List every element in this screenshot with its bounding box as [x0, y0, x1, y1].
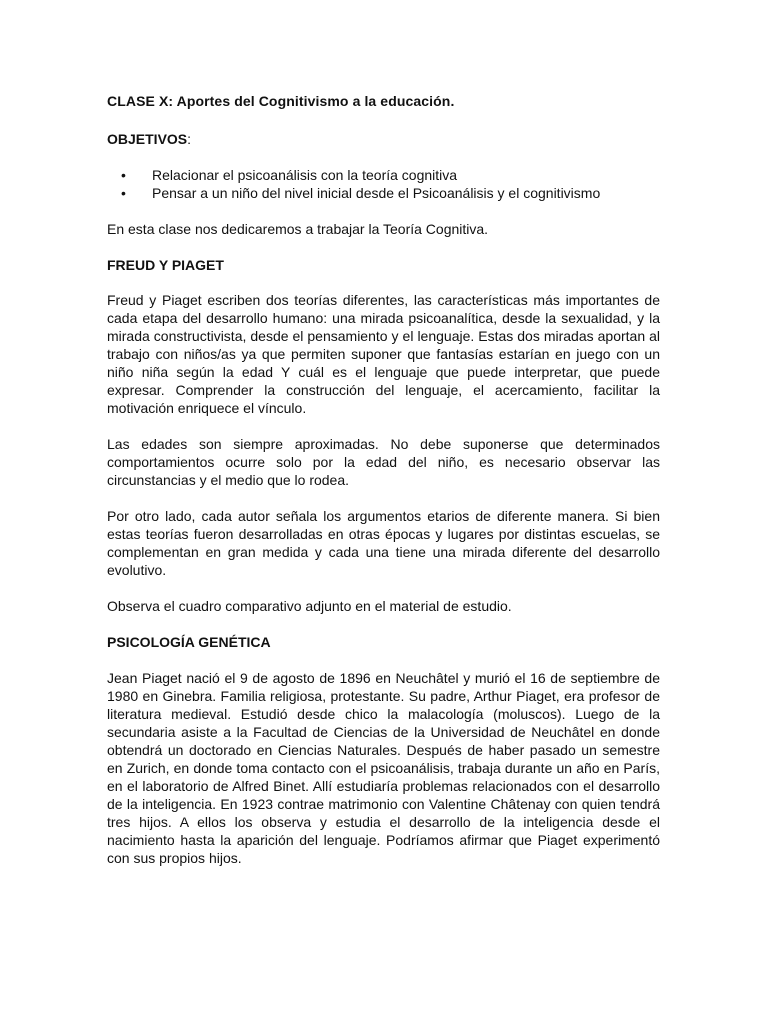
spacer	[107, 579, 660, 597]
objective-text: Relacionar el psicoanálisis con la teoría cognitiva	[152, 167, 458, 183]
spacer	[107, 417, 660, 435]
objectives-heading	[107, 130, 660, 148]
spacer	[107, 615, 660, 633]
spacer	[107, 238, 660, 256]
spacer	[107, 651, 660, 669]
paragraph-otro-lado: Por otro lado, cada autor señala los argumentos etarios de diferente manera. Si bien estas teorías fueron desarrolladas en otras épocas y lugares por distintas escuelas, se complementan en gran medida y cada una tiene una mirada diferente del desarrollo evolutivo.	[107, 508, 660, 578]
list-item	[107, 184, 660, 202]
objectives-heading-colon: :	[187, 131, 192, 147]
spacer	[107, 148, 660, 166]
spacer	[107, 202, 660, 220]
objectives-heading-label: OBJETIVOS	[107, 131, 188, 147]
intro-paragraph: En esta clase nos dedicaremos a trabajar la Teoría Cognitiva.	[107, 221, 489, 237]
list-item	[107, 166, 660, 184]
section-heading-psicologia-genetica: PSICOLOGÍA GENÉTICA	[107, 634, 271, 650]
paragraph-edades: Las edades son siempre aproximadas. No debe suponerse que determinados comportamientos ocurre solo por la edad del niño, es necesario observar las circunstancias y el medio que lo rodea.	[107, 436, 660, 488]
paragraph-piaget-bio: Jean Piaget nació el 9 de agosto de 1896 en Neuchâtel y murió el 16 de septiembre de 1980 en Ginebra. Familia religiosa, protestante. Su padre, Arthur Piaget, era profesor de literatura medieval. Estudió desde chico la malacología (moluscos). Luego de la secundaria asiste a la Facultad de Ciencias de la Universidad de Neuchâtel en donde obtendrá un doctorado en Ciencias Naturales. Después de haber pasado un semestre en Zurich, en donde toma contacto con el psicoanálisis, trabaja durante un año en París, en el laboratorio de Alfred Binet. Allí estudiaría problemas relacionados con el desarrollo de la inteligencia. En 1923 contrae matrimonio con Valentine Châtenay con quien tendrá tres hijos. A ellos los observa y estudia el desarrollo de la inteligencia desde el nacimiento hasta la aparición del lenguaje. Podríamos afirmar que Piaget experimentó con sus propios hijos.	[107, 670, 660, 866]
bullet-icon: •	[121, 185, 126, 201]
objectives-list	[107, 166, 660, 202]
document-title: CLASE X: Aportes del Cognitivismo a la educación.	[107, 93, 455, 109]
paragraph-freud-piaget: Freud y Piaget escriben dos teorías diferentes, las características más importantes de cada etapa del desarrollo humano: una mirada psicoanalítica, desde la sexualidad, y la mirada constructivista, desde el pensamiento y el lenguaje. Estas dos miradas aportan al trabajo con niños/as ya que permiten suponer que fantasías estarían en juego con un niño niña según la edad Y cuál es el lenguaje que puede interpretar, que puede expresar. Comprender la construcción del lenguaje, el acercamiento, facilitar la motivación enriquece el vínculo.	[107, 292, 660, 416]
document-page	[107, 92, 660, 867]
bullet-icon: •	[121, 167, 126, 183]
paragraph-cuadro-comparativo: Observa el cuadro comparativo adjunto en el material de estudio.	[107, 598, 512, 614]
objective-text: Pensar a un niño del nivel inicial desde el Psicoanálisis y el cognitivismo	[152, 185, 601, 201]
section-heading-freud-piaget: FREUD Y PIAGET	[107, 257, 224, 273]
spacer	[107, 110, 660, 130]
spacer	[107, 274, 660, 291]
spacer	[107, 489, 660, 507]
